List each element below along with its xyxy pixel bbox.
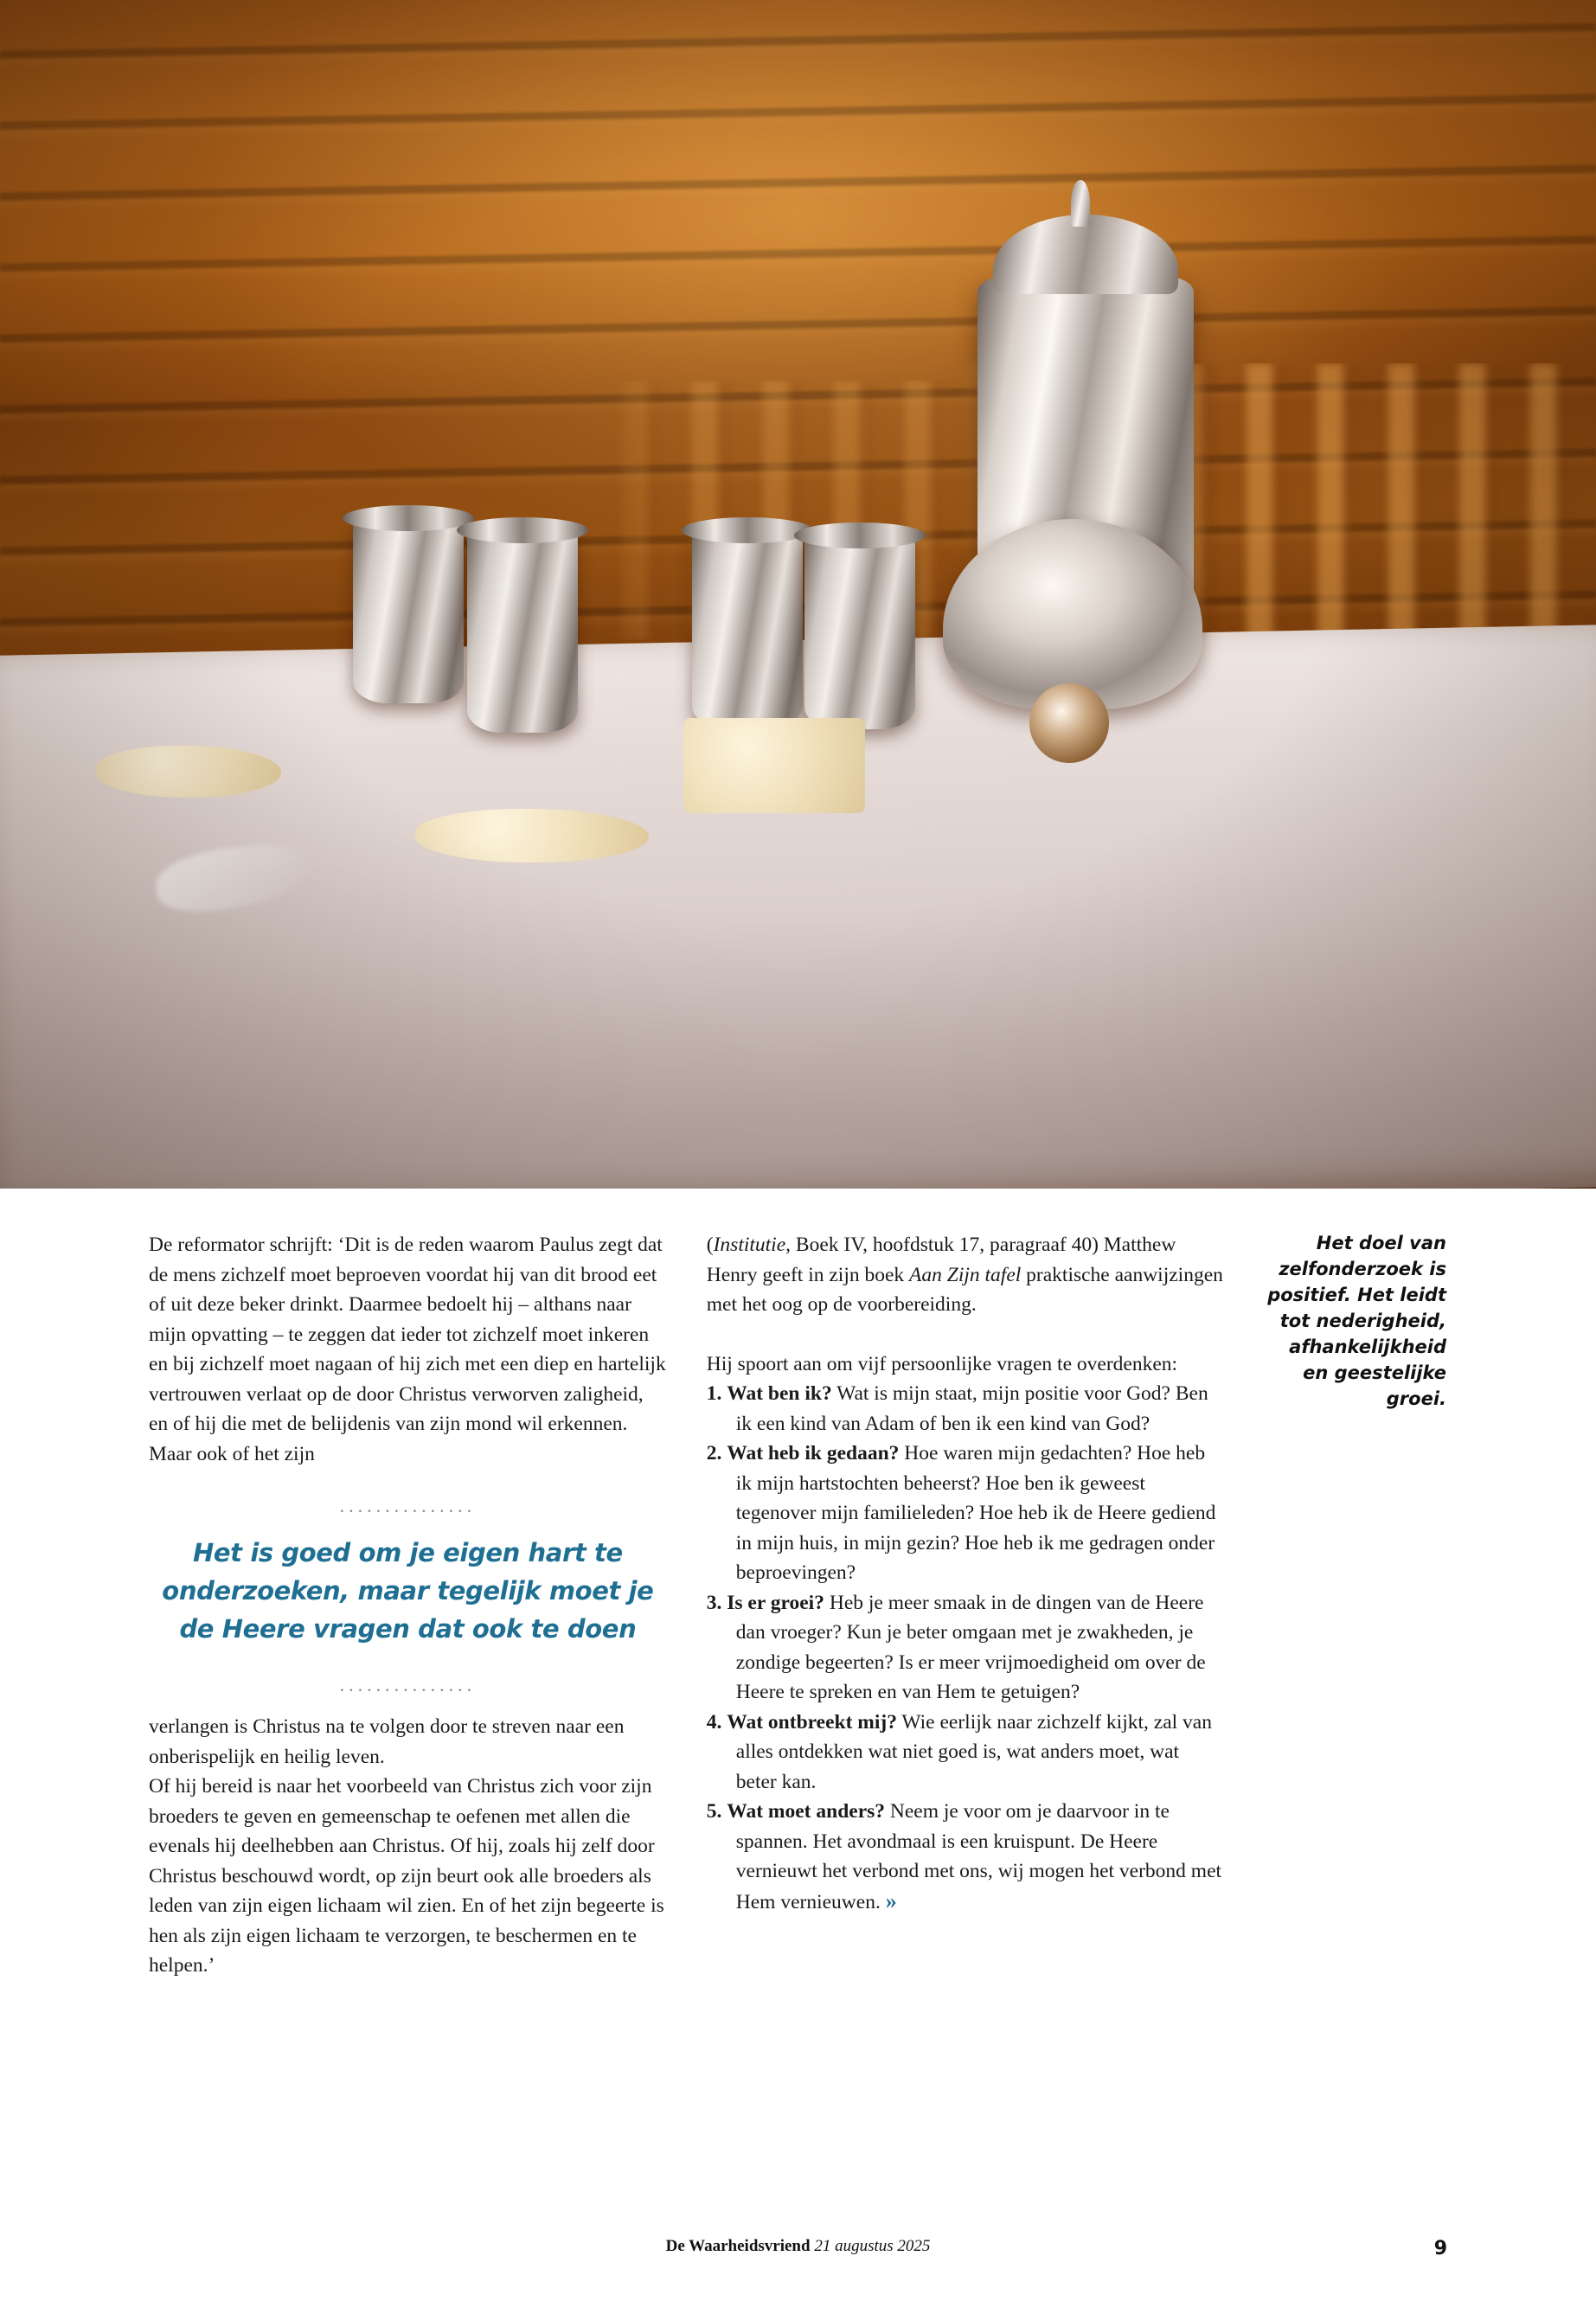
divider-dots-bottom: ............... xyxy=(339,1673,477,1695)
continue-arrow-icon[interactable]: » xyxy=(885,1888,897,1913)
source-paren-open: ( xyxy=(706,1234,714,1256)
question-item-5 xyxy=(707,1797,1225,1917)
paragraph-continued: verlangen is Christus na te volgen door te streven naar een onberispelijk en heilig leven. xyxy=(149,1715,625,1768)
question-heading: Wat ontbreekt mij? xyxy=(727,1710,897,1734)
question-item-2 xyxy=(707,1439,1225,1588)
divider-dots-top: ............... xyxy=(339,1495,477,1516)
source-end: praktische aanwijzingen met het oog op de voorbereiding. xyxy=(706,1263,1223,1316)
pull-quote: Het is goed om je eigen hart te onderzoeken, maar tegelijk moet je de Heere vragen dat ook te doen xyxy=(162,1537,654,1644)
column-middle xyxy=(707,1230,1225,1981)
question-body: Heb je meer smaak in de dingen van de Heere dan vroeger? Kun je beter omgaan met je zwakheden, je zondige begeerten? Is er meer vrijmoedigheid om over de Heere te spreken en van Hem te getuigen? xyxy=(735,1591,1206,1703)
question-body: Hoe waren mijn gedachten? Hoe heb ik mijn hartstochten beheerst? Hoe ben ik geweest tegenover mijn familieleden? Hoe heb ik de Heere gediend in mijn huis, in mijn gezin? Hoe heb ik me gedragen onder beproevingen? xyxy=(735,1442,1216,1584)
question-item-4 xyxy=(707,1708,1225,1798)
column-right xyxy=(1265,1230,1446,1981)
question-number: 3. xyxy=(706,1591,722,1614)
question-item-3 xyxy=(707,1588,1225,1708)
paragraph-body: Of hij bereid is naar het voorbeeld van Christus zich voor zijn broeders te geven en gemeenschap te oefenen met allen die evenals hij deelhebben aan Christus. Of hij, zoals hij zelf door Christus beschouwd wordt, op zijn beurt ook alle broeders als leden van zijn eigen lichaam wil zien. En of het zijn begeerte is hen als zijn eigen lichaam te verzorgen, te beschermen en te helpen.’ xyxy=(149,1775,664,1977)
footer-publication: De Waarheidsvriend xyxy=(665,2237,811,2255)
question-body: Wie eerlijk naar zichzelf kijkt, zal van alles ontdekken wat niet goed is, wat anders moet, wat beter kan. xyxy=(735,1710,1212,1793)
question-number: 4. xyxy=(706,1710,722,1734)
margin-note: Het doel van zelfonderzoek is positief. Het leidt tot nederigheid, afhankelijkheid en geestelijke groei. xyxy=(1267,1233,1446,1409)
book-title-institutie: Institutie xyxy=(713,1234,786,1256)
paragraph-source xyxy=(707,1230,1225,1320)
question-heading: Wat heb ik gedaan? xyxy=(727,1442,900,1465)
question-number: 1. xyxy=(706,1382,722,1405)
question-number: 5. xyxy=(706,1800,722,1823)
questions-list xyxy=(707,1379,1225,1917)
page-footer xyxy=(0,2237,1596,2256)
questions-intro: Hij spoort aan om vijf persoonlijke vragen te overdenken: xyxy=(706,1352,1178,1375)
question-number: 2. xyxy=(706,1442,722,1465)
book-title-aan-zijn-tafel: Aan Zijn tafel xyxy=(909,1263,1022,1286)
question-item-1 xyxy=(707,1379,1225,1439)
column-left xyxy=(149,1230,667,1981)
question-heading: Is er groei? xyxy=(727,1591,824,1614)
question-heading: Wat moet anders? xyxy=(727,1800,886,1823)
article-page xyxy=(0,1189,1596,2301)
footer-date: 21 augustus 2025 xyxy=(814,2237,931,2255)
question-body: Wat is mijn staat, mijn positie voor God? Ben ik een kind van Adam of ben ik een kind van God? xyxy=(735,1382,1208,1435)
paragraph-intro: De reformator schrijft: ‘Dit is de reden waarom Paulus zegt dat de mens zichzelf moet beproeven voordat hij van dit brood eet of uit deze beker drinkt. Daarmee bedoelt hij – althans naar mijn opvatting – te zeggen dat ieder tot zichzelf moet inkeren en bij zichzelf moet nagaan of hij zich met een diep en hartelijk vertrouwen verlaat op de door Christus verworven zaligheid, en of hij die met de belijdenis van zijn mond wil erkennen. Maar ook of het zijn xyxy=(149,1234,666,1465)
question-heading: Wat ben ik? xyxy=(727,1382,832,1405)
question-body: Neem je voor om je daarvoor in te spannen. Het avondmaal is een kruispunt. De Heere vernieuwt het verbond met ons, wij mogen het verbond met Hem vernieuwen. xyxy=(735,1800,1222,1913)
text-columns xyxy=(149,1230,1446,1981)
page-number: 9 xyxy=(1433,2238,1447,2259)
source-middle: , Boek IV, hoofdstuk 17, paragraaf 40) Matthew Henry geeft in zijn boek xyxy=(706,1234,1176,1286)
